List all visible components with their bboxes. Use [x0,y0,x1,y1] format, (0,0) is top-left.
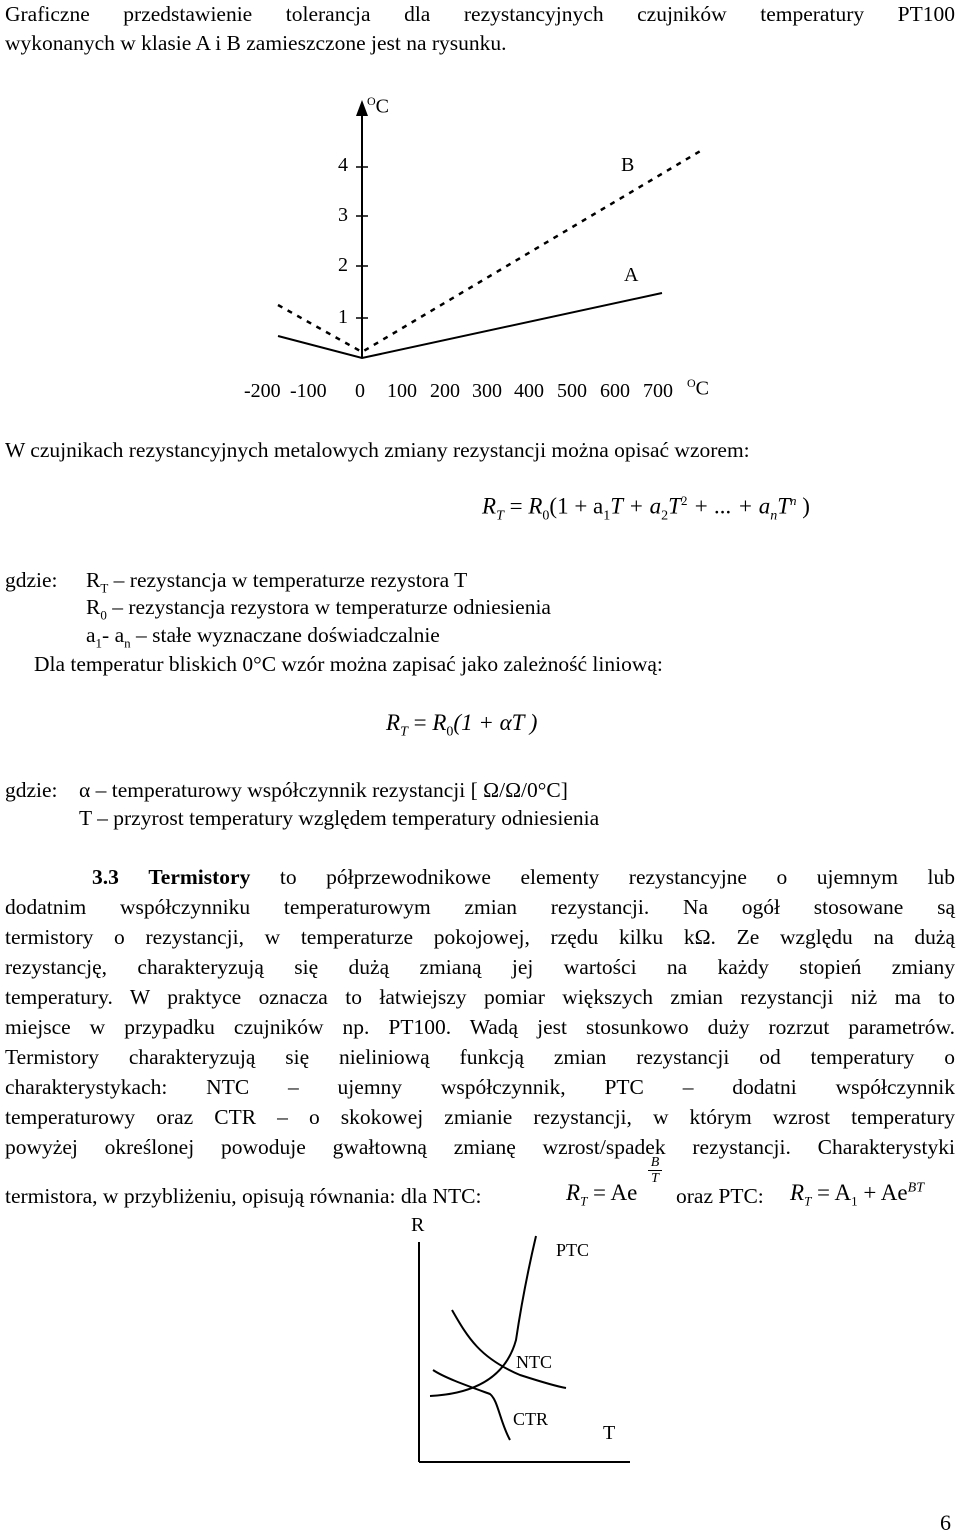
section-3-3-line: rezystancję, charakteryzują się dużą zmianą jej wartości na każdy stopień zmiany [5,955,955,979]
x-tick-label: 0 [355,380,365,402]
dla-temperatur: Dla temperatur bliskich 0°C wzór można zapisać jako zależność liniową: [34,652,663,676]
x-tick-label: 400 [514,380,544,402]
x-unit-label: $^O$C [687,376,710,400]
equation-rt-linear: $R_T = R_0(1 + \alpha T$ ) [386,710,538,740]
def-rt: $R_T$ – rezystancja w temperaturze rezystora T [86,568,468,596]
section-3-3-line: miejsce w przypadku czujników np. PT100. Wadą jest stosunkowo duży rozrzut parametrów. [5,1015,955,1039]
ptc-equation: $R_T = A_1 + Ae^{BT}$ [790,1180,924,1209]
section-3-3-line: temperatury. W praktyce oznacza to łatwiejszy pomiar większych zmian rezystancji niż ma to [5,985,955,1009]
ntc-curve [452,1310,566,1388]
section-3-3-line: powyżej określonej powoduje gwałtowną zmianę wzrost/spadek rezystancji. Charakterystyki [5,1135,955,1159]
equation-rt-polynomial: $R_T = R_0(1 + a_1T + a_2T^2$ + ... + $a_nT^n$ ) [482,493,810,524]
para-metal: W czujnikach rezystancyjnych metalowych zmiany rezystancji można opisać wzorem: [5,438,750,462]
ntc-equation: $R_T = Ae$ [566,1180,638,1209]
ntc-label: NTC [516,1352,552,1372]
series-label-A: A [624,264,639,286]
y-tick-label-1: 1 [338,306,348,328]
section-3-3-line: Termistory charakteryzują się nieliniową funkcją zmian rezystancji od temperatury o [5,1045,955,1069]
x-tick-label: 600 [600,380,630,402]
intro-line-1: Graficzne przedstawienie tolerancja dla rezystancyjnych czujników temperatury PT100 [5,2,955,26]
x-tick-label: 500 [557,380,587,402]
equations-intro: termistora, w przybliżeniu, opisują równania: dla NTC: [5,1184,482,1208]
y-tick-label-4: 4 [338,154,348,176]
ptc-label: PTC [556,1240,590,1260]
defs2-gdzie: gdzie: [5,778,58,802]
page-number: 6 [940,1510,951,1535]
ntc-exponent: B T [648,1155,662,1186]
x-tick-label: -200 [244,380,281,402]
x-tick-label: 700 [643,380,673,402]
y-tick-label-3: 3 [338,204,348,226]
defs1-gdzie: gdzie: [5,568,58,592]
section-3-3-line-1: 3.3 Termistory to półprzewodnikowe elementy rezystancyjne o ujemnym lub [92,865,956,889]
oraz-ptc: oraz PTC: [676,1184,764,1208]
def-alpha: α – temperaturowy współczynnik rezystancji [ Ω/Ω/0°C] [79,778,568,802]
x-tick-label: -100 [290,380,327,402]
intro-line-2: wykonanych w klasie A i B zamieszczone jest na rysunku. [5,31,507,55]
y-tick-label-2: 2 [338,254,348,276]
y-unit-label: $^O$C [367,94,390,118]
series-label-B: B [621,154,635,176]
x-tick-label: 100 [387,380,417,402]
section-3-3-line: temperaturowy oraz CTR – o skokowej zmianie rezystancji, w którym wzrost temperatury [5,1105,955,1129]
section-3-3-line: termistory o rezystancji, w temperaturze pokojowej, rzędu kilku kΩ. Ze względu na dużą [5,925,955,949]
ctr-curve [433,1370,510,1440]
def-r0: $R_0$ – rezystancja rezystora w temperaturze odniesienia [86,595,551,623]
x-tick-label: 300 [472,380,502,402]
def-t: T – przyrost temperatury względem temperatury odniesienia [79,806,600,830]
section-3-3-line: charakterystykach: NTC – ujemny współczynnik, PTC – dodatni współczynnik [5,1075,955,1099]
t-chart-x-label: T [603,1422,616,1444]
x-tick-label: 200 [430,380,460,402]
def-an: $a_1-$ $a_n$ – stałe wyznaczane doświadczalnie [86,623,440,651]
t-chart-y-label: R [411,1214,425,1236]
section-3-3-line: dodatnim współczynniku temperaturowym zmian rezystancji. Na ogół stosowane są [5,895,955,919]
ctr-label: CTR [513,1409,549,1429]
